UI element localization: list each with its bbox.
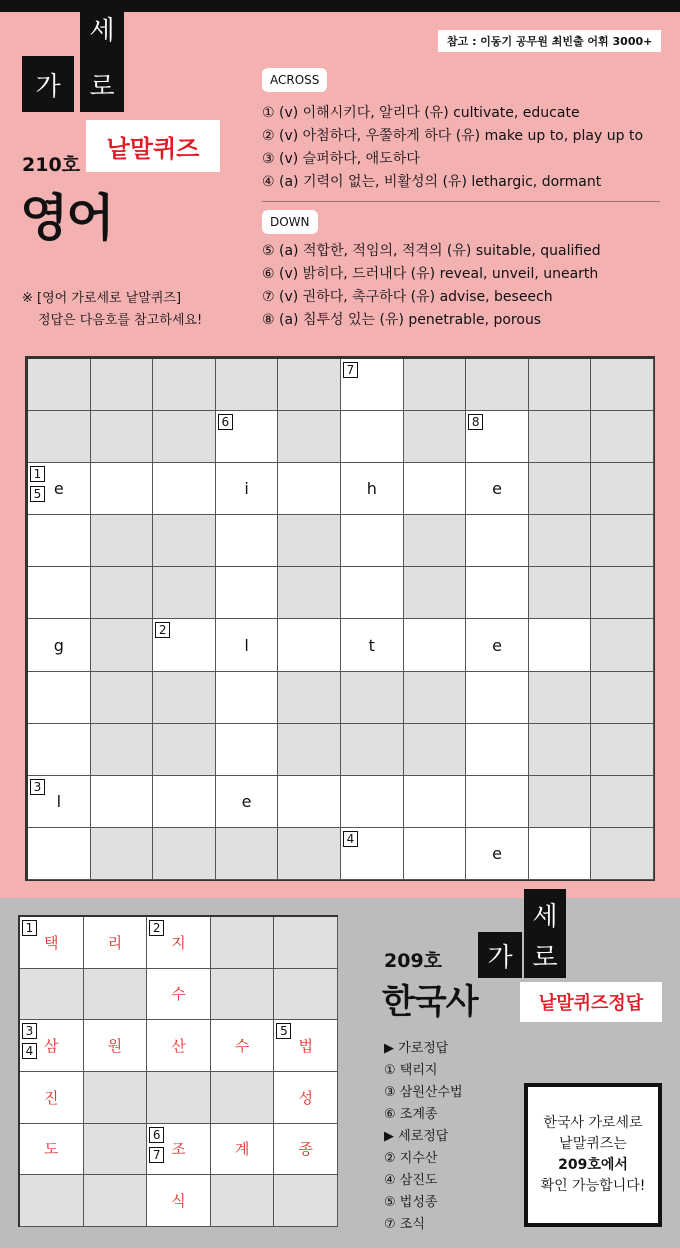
grid-cell xyxy=(153,828,216,880)
cell-letter: l xyxy=(56,791,62,811)
grid-cell xyxy=(278,463,341,515)
grid-cell xyxy=(216,828,279,880)
cell-letter: e xyxy=(492,635,502,655)
grid-cell xyxy=(20,1072,84,1124)
grid-cell xyxy=(341,567,404,619)
grid-cell xyxy=(529,828,592,880)
grid-cell xyxy=(153,411,216,463)
grid-cell xyxy=(147,917,211,969)
grid-cell xyxy=(591,359,654,411)
across-answer: ① 택리지 xyxy=(384,1063,438,1078)
grid-cell xyxy=(278,515,341,567)
grid-cell xyxy=(341,724,404,776)
grid-cell xyxy=(591,567,654,619)
down-answer: ④ 삼진도 xyxy=(384,1173,438,1188)
grid-cell xyxy=(341,619,404,671)
grid-cell xyxy=(84,1072,148,1124)
grid-cell xyxy=(147,1020,211,1072)
grid-cell xyxy=(216,619,279,671)
grid-cell xyxy=(529,619,592,671)
grid-cell xyxy=(84,917,148,969)
grid-cell xyxy=(278,619,341,671)
grid-cell xyxy=(529,776,592,828)
grid-cell xyxy=(28,463,91,515)
grid-cell xyxy=(404,515,467,567)
grid-cell xyxy=(147,1175,211,1227)
grid-cell xyxy=(404,776,467,828)
grid-cell xyxy=(341,411,404,463)
cell-letter: t xyxy=(368,635,375,655)
grid-cell xyxy=(466,724,529,776)
cell-letter: e xyxy=(53,479,64,499)
grid-cell xyxy=(84,1124,148,1176)
title-char-se: 세 xyxy=(80,0,124,56)
grid-cell xyxy=(404,411,467,463)
grid-cell xyxy=(153,515,216,567)
grid-cell xyxy=(404,567,467,619)
cell-letter: g xyxy=(53,635,64,655)
grid-cell xyxy=(211,1124,275,1176)
grid-cell xyxy=(466,359,529,411)
across-clues xyxy=(262,102,643,194)
grid-cell xyxy=(274,1020,338,1072)
grid-cell xyxy=(147,969,211,1021)
grid-cell xyxy=(216,724,279,776)
info-line: 한국사 가로세로 xyxy=(543,1115,643,1131)
answer-title-char-se: 세 xyxy=(524,889,566,939)
cell-letter: 법 xyxy=(298,1037,313,1056)
cell-letter: 종 xyxy=(298,1140,313,1159)
grid-cell xyxy=(84,1175,148,1227)
grid-cell xyxy=(278,359,341,411)
grid-cell xyxy=(591,828,654,880)
grid-cell xyxy=(216,567,279,619)
grid-cell xyxy=(404,724,467,776)
note-line-2: 정답은 다음호를 참고하세요! xyxy=(38,313,203,328)
cell-letter: e xyxy=(241,791,252,811)
cell-letter: h xyxy=(366,479,377,499)
grid-cell xyxy=(91,672,154,724)
grid-cell xyxy=(28,672,91,724)
grid-cell xyxy=(91,567,154,619)
grid-cell xyxy=(274,969,338,1021)
grid-cell xyxy=(466,515,529,567)
grid-cell xyxy=(153,463,216,515)
grid-cell xyxy=(91,515,154,567)
grid-cell xyxy=(466,463,529,515)
subject-title: 영어 xyxy=(20,189,113,247)
quiz-label: 낱말퀴즈 xyxy=(86,120,220,172)
grid-cell xyxy=(278,411,341,463)
across-label: ACROSS xyxy=(262,68,327,92)
cell-letter: i xyxy=(244,479,249,499)
down-label: DOWN xyxy=(262,210,318,234)
cell-letter: e xyxy=(492,843,502,863)
answer-subject-title: 한국사 xyxy=(382,982,478,1022)
across-answer-heading: ▶ 가로정답 xyxy=(384,1041,449,1056)
clue-number: 3 xyxy=(22,1023,37,1039)
across-answer: ⑥ 조계종 xyxy=(384,1107,438,1122)
down-clue: ⑥ (v) 밝히다, 드러내다 (유) reveal, unveil, unearth xyxy=(262,266,599,282)
grid-cell xyxy=(216,672,279,724)
grid-cell xyxy=(84,969,148,1021)
across-clue: ② (v) 아첨하다, 우쭐하게 하다 (유) make up to, play up to xyxy=(262,128,644,144)
down-clue: ⑤ (a) 적합한, 적임의, 적격의 (유) suitable, qualified xyxy=(262,243,601,259)
info-box xyxy=(524,1083,662,1227)
cell-letter: 계 xyxy=(234,1140,250,1159)
grid-cell xyxy=(278,567,341,619)
grid-cell xyxy=(216,463,279,515)
grid-cell xyxy=(20,1124,84,1176)
grid-cell xyxy=(28,619,91,671)
grid-cell xyxy=(404,672,467,724)
answer-list xyxy=(384,1038,463,1236)
across-answer: ③ 삼원산수법 xyxy=(384,1085,463,1100)
grid-cell xyxy=(153,776,216,828)
grid-cell xyxy=(91,463,154,515)
grid-cell xyxy=(341,463,404,515)
grid-cell xyxy=(216,515,279,567)
cell-letter: 성 xyxy=(298,1088,313,1107)
cell-letter: 원 xyxy=(107,1037,123,1056)
grid-cell xyxy=(211,1020,275,1072)
grid-cell xyxy=(278,672,341,724)
grid-cell xyxy=(591,776,654,828)
across-clue: ③ (v) 슬퍼하다, 애도하다 xyxy=(262,151,420,167)
grid-cell xyxy=(211,1175,275,1227)
grid-cell xyxy=(341,776,404,828)
grid-cell xyxy=(91,828,154,880)
grid-cell xyxy=(591,619,654,671)
cell-letter: 조 xyxy=(171,1140,186,1159)
grid-cell xyxy=(91,411,154,463)
cell-letter: 수 xyxy=(234,1037,250,1056)
grid-cell xyxy=(404,463,467,515)
bottom-strip xyxy=(0,1248,680,1260)
cell-letter: 리 xyxy=(107,933,123,952)
grid-cell xyxy=(278,828,341,880)
grid-cell xyxy=(28,567,91,619)
answer-issue-number: 209호 xyxy=(384,950,443,972)
info-line: 확인 가능합니다! xyxy=(540,1178,646,1194)
grid-cell xyxy=(147,1072,211,1124)
grid-cell xyxy=(466,776,529,828)
grid-cell xyxy=(591,672,654,724)
clue-number: 5 xyxy=(276,1023,291,1039)
grid-cell xyxy=(211,917,275,969)
down-answer: ⑦ 조식 xyxy=(384,1217,425,1232)
grid-cell xyxy=(466,828,529,880)
grid-cell xyxy=(91,359,154,411)
cell-letter: e xyxy=(492,479,502,499)
grid-cell xyxy=(216,411,279,463)
grid-cell xyxy=(278,776,341,828)
grid-cell xyxy=(28,776,91,828)
grid-cell xyxy=(466,411,529,463)
grid-cell xyxy=(216,359,279,411)
grid-cell xyxy=(147,1124,211,1176)
grid-cell xyxy=(211,1072,275,1124)
grid-cell xyxy=(466,619,529,671)
grid-cell xyxy=(20,917,84,969)
title-char-ga: 가 xyxy=(22,56,74,112)
down-answer: ⑤ 법성종 xyxy=(384,1195,438,1210)
grid-cell xyxy=(91,776,154,828)
reference-note: 참고 : 이동기 공무원 최빈출 어휘 3000+ xyxy=(438,30,661,52)
grid-cell xyxy=(91,724,154,776)
across-clue: ④ (a) 기력이 없는, 비활성의 (유) lethargic, dormant xyxy=(262,174,602,190)
down-answer: ② 지수산 xyxy=(384,1151,438,1166)
answer-title-char-ga: 가 xyxy=(478,932,522,978)
clue-number: 1 xyxy=(22,920,37,936)
grid-cell xyxy=(341,359,404,411)
answer-grid xyxy=(18,915,338,1227)
grid-cell xyxy=(529,724,592,776)
crossword-grid xyxy=(26,357,654,880)
grid-cell xyxy=(341,828,404,880)
clue-number: 8 xyxy=(468,414,483,430)
cell-letter: 수 xyxy=(171,985,186,1004)
clue-number: 6 xyxy=(149,1127,164,1143)
clue-number: 2 xyxy=(149,920,164,936)
grid-cell xyxy=(529,515,592,567)
grid-cell xyxy=(591,724,654,776)
grid-cell xyxy=(20,1175,84,1227)
cell-letter: 산 xyxy=(171,1037,186,1056)
info-line: 209호에서 xyxy=(558,1157,628,1173)
cell-letter: 도 xyxy=(44,1140,59,1159)
grid-cell xyxy=(28,724,91,776)
grid-cell xyxy=(404,619,467,671)
across-clue: ① (v) 이해시키다, 알리다 (유) cultivate, educate xyxy=(262,105,580,121)
grid-cell xyxy=(466,567,529,619)
grid-cell xyxy=(591,411,654,463)
grid-cell xyxy=(274,917,338,969)
grid-cell xyxy=(274,1175,338,1227)
grid-cell xyxy=(91,619,154,671)
grid-cell xyxy=(591,463,654,515)
clue-number: 6 xyxy=(218,414,233,430)
cell-letter: 식 xyxy=(171,1192,186,1211)
grid-cell xyxy=(274,1072,338,1124)
cell-letter: l xyxy=(244,635,249,655)
grid-cell xyxy=(529,567,592,619)
grid-cell xyxy=(529,359,592,411)
cell-letter: 진 xyxy=(44,1088,59,1107)
grid-cell xyxy=(20,969,84,1021)
grid-cell xyxy=(529,411,592,463)
grid-cell xyxy=(153,619,216,671)
grid-cell xyxy=(529,672,592,724)
title-char-ro: 로 xyxy=(80,56,124,112)
answer-title-char-ro: 로 xyxy=(524,932,566,978)
clue-number: 3 xyxy=(30,779,45,795)
cell-letter: 삼 xyxy=(44,1037,59,1056)
grid-cell xyxy=(153,567,216,619)
grid-cell xyxy=(28,828,91,880)
note-line-1: ※ [영어 가로세로 낱말퀴즈] xyxy=(22,291,182,306)
grid-cell xyxy=(28,515,91,567)
grid-cell xyxy=(28,359,91,411)
clue-number: 7 xyxy=(149,1147,164,1163)
issue-number: 210호 xyxy=(22,154,81,176)
clue-number: 1 xyxy=(30,466,45,482)
grid-cell xyxy=(529,463,592,515)
grid-cell xyxy=(153,672,216,724)
down-answer-heading: ▶ 세로정답 xyxy=(384,1129,449,1144)
grid-cell xyxy=(278,724,341,776)
grid-cell xyxy=(341,515,404,567)
down-clue: ⑧ (a) 침투성 있는 (유) penetrable, porous xyxy=(262,312,542,328)
clue-number: 7 xyxy=(343,362,358,378)
grid-cell xyxy=(153,724,216,776)
grid-cell xyxy=(216,776,279,828)
clue-number: 2 xyxy=(155,622,170,638)
down-clues xyxy=(262,240,601,332)
grid-cell xyxy=(591,515,654,567)
clue-number: 5 xyxy=(30,486,45,502)
grid-cell xyxy=(404,828,467,880)
grid-cell xyxy=(274,1124,338,1176)
grid-cell xyxy=(211,969,275,1021)
info-line: 낱말퀴즈는 xyxy=(559,1136,627,1152)
clue-divider xyxy=(262,201,660,202)
answer-label: 낱말퀴즈정답 xyxy=(520,982,662,1022)
cell-letter: 택 xyxy=(44,933,59,952)
grid-cell xyxy=(20,1020,84,1072)
clue-number: 4 xyxy=(343,831,358,847)
grid-cell xyxy=(404,359,467,411)
grid-cell xyxy=(28,411,91,463)
clue-number: 4 xyxy=(22,1043,37,1059)
down-clue: ⑦ (v) 권하다, 촉구하다 (유) advise, beseech xyxy=(262,289,553,305)
grid-cell xyxy=(466,672,529,724)
grid-cell xyxy=(341,672,404,724)
grid-cell xyxy=(84,1020,148,1072)
cell-letter: 지 xyxy=(171,933,186,952)
grid-cell xyxy=(153,359,216,411)
